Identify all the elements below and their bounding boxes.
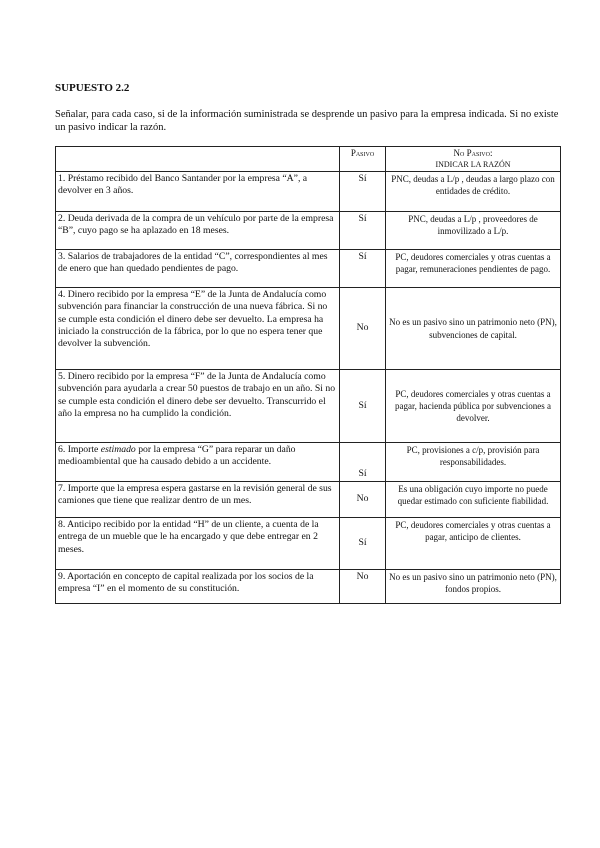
instructions-paragraph: Señalar, para cada caso, si de la información suministrada se desprende un pasivo para la empresa indicada. Si no existe un pasivo indicar la razón. (55, 109, 559, 133)
exercise-title: SUPUESTO 2.2 (55, 82, 130, 94)
case-text: 5. Dinero recibido por la empresa “F” de la Junta de Andalucía como subvención para ayudarla a crear 50 puestos de trabajo en un año. Si no se cumple esta condición el dinero debe ser devuelto. Transcurrido el año la empresa no ha cumplido la condición. (56, 370, 340, 443)
header-no-pasivo (386, 147, 561, 172)
pasivo-answer: No (340, 482, 386, 518)
case-text: 7. Importe que la empresa espera gastarse en la revisión general de sus camiones que tiene que realizar dentro de un mes. (56, 482, 340, 518)
case-text: 9. Aportación en concepto de capital realizada por los socios de la empresa “I” en el momento de su constitución. (56, 570, 340, 604)
pasivo-answer: Sí (340, 370, 386, 443)
pasivo-answer: Sí (340, 212, 386, 250)
pasivo-answer: No (340, 570, 386, 604)
case-text: 8. Anticipo recibido por la entidad “H” de un cliente, a cuenta de la entrega de un mueble que le ha encargado y que debe entregar en 2 meses. (56, 518, 340, 570)
estimated-emphasis: estimado (100, 444, 136, 455)
table-row (56, 518, 561, 570)
case-text: 3. Salarios de trabajadores de la entidad “C”, correspondientes al mes de enero que han quedado pendientes de pago. (56, 250, 340, 288)
header-no-pasivo-title: No Pasivo: (453, 148, 493, 158)
pasivo-answer: Sí (340, 172, 386, 212)
table-row (56, 482, 561, 518)
table-row (56, 288, 561, 370)
case-text: 6. Importe estimado por la empresa “G” para reparar un daño medioambiental que ha causado debido a un accidente. (56, 443, 340, 482)
pasivo-answer: Sí (340, 250, 386, 288)
header-no-pasivo-subtitle: INDICAR LA RAZÓN (435, 160, 511, 169)
pasivo-answer: Sí (340, 443, 386, 482)
table-row (56, 250, 561, 288)
reason-text: PC, deudores comerciales y otras cuentas a pagar, anticipo de clientes. (386, 518, 561, 570)
pasivo-answer: No (340, 288, 386, 370)
reason-text: PC, provisiones a c/p, provisión para responsabilidades. (386, 443, 561, 482)
reason-text: No es un pasivo sino un patrimonio neto (PN), subvenciones de capital. (386, 288, 561, 370)
case-text: 4. Dinero recibido por la empresa “E” de la Junta de Andalucía como subvención para financiar la construcción de una nueva fábrica. Si no se cumple esta condición el dinero debe ser devuelto. La empresa ha iniciado la construcción de la fábrica, por lo que no espera tener que devolver la subvención. (56, 288, 340, 370)
reason-text: No es un pasivo sino un patrimonio neto (PN), fondos propios. (386, 570, 561, 604)
reason-text: PNC, deudas a L/p , proveedores de inmovilizado a L/p. (386, 212, 561, 250)
reason-text: PC, deudores comerciales y otras cuentas a pagar, remuneraciones pendientes de pago. (386, 250, 561, 288)
table-row (56, 443, 561, 482)
table-row (56, 172, 561, 212)
reason-text: PNC, deudas a L/p , deudas a largo plazo con entidades de crédito. (386, 172, 561, 212)
reason-text: Es una obligación cuyo importe no puede quedar estimado con suficiente fiabilidad. (386, 482, 561, 518)
table-row (56, 212, 561, 250)
header-case (56, 147, 340, 172)
header-pasivo: Pasivo (340, 147, 386, 172)
case-text: 1. Préstamo recibido del Banco Santander por la empresa “A”, a devolver en 3 años. (56, 172, 340, 212)
reason-text: PC, deudores comerciales y otras cuentas a pagar, hacienda pública por subvenciones a devolver. (386, 370, 561, 443)
table-row (56, 570, 561, 604)
pasivo-answer: Sí (340, 518, 386, 570)
liabilities-table (55, 146, 561, 604)
case-text: 2. Deuda derivada de la compra de un vehículo por parte de la empresa “B”, cuyo pago se ha aplazado en 18 meses. (56, 212, 340, 250)
table-row (56, 370, 561, 443)
table-header-row (56, 147, 561, 172)
